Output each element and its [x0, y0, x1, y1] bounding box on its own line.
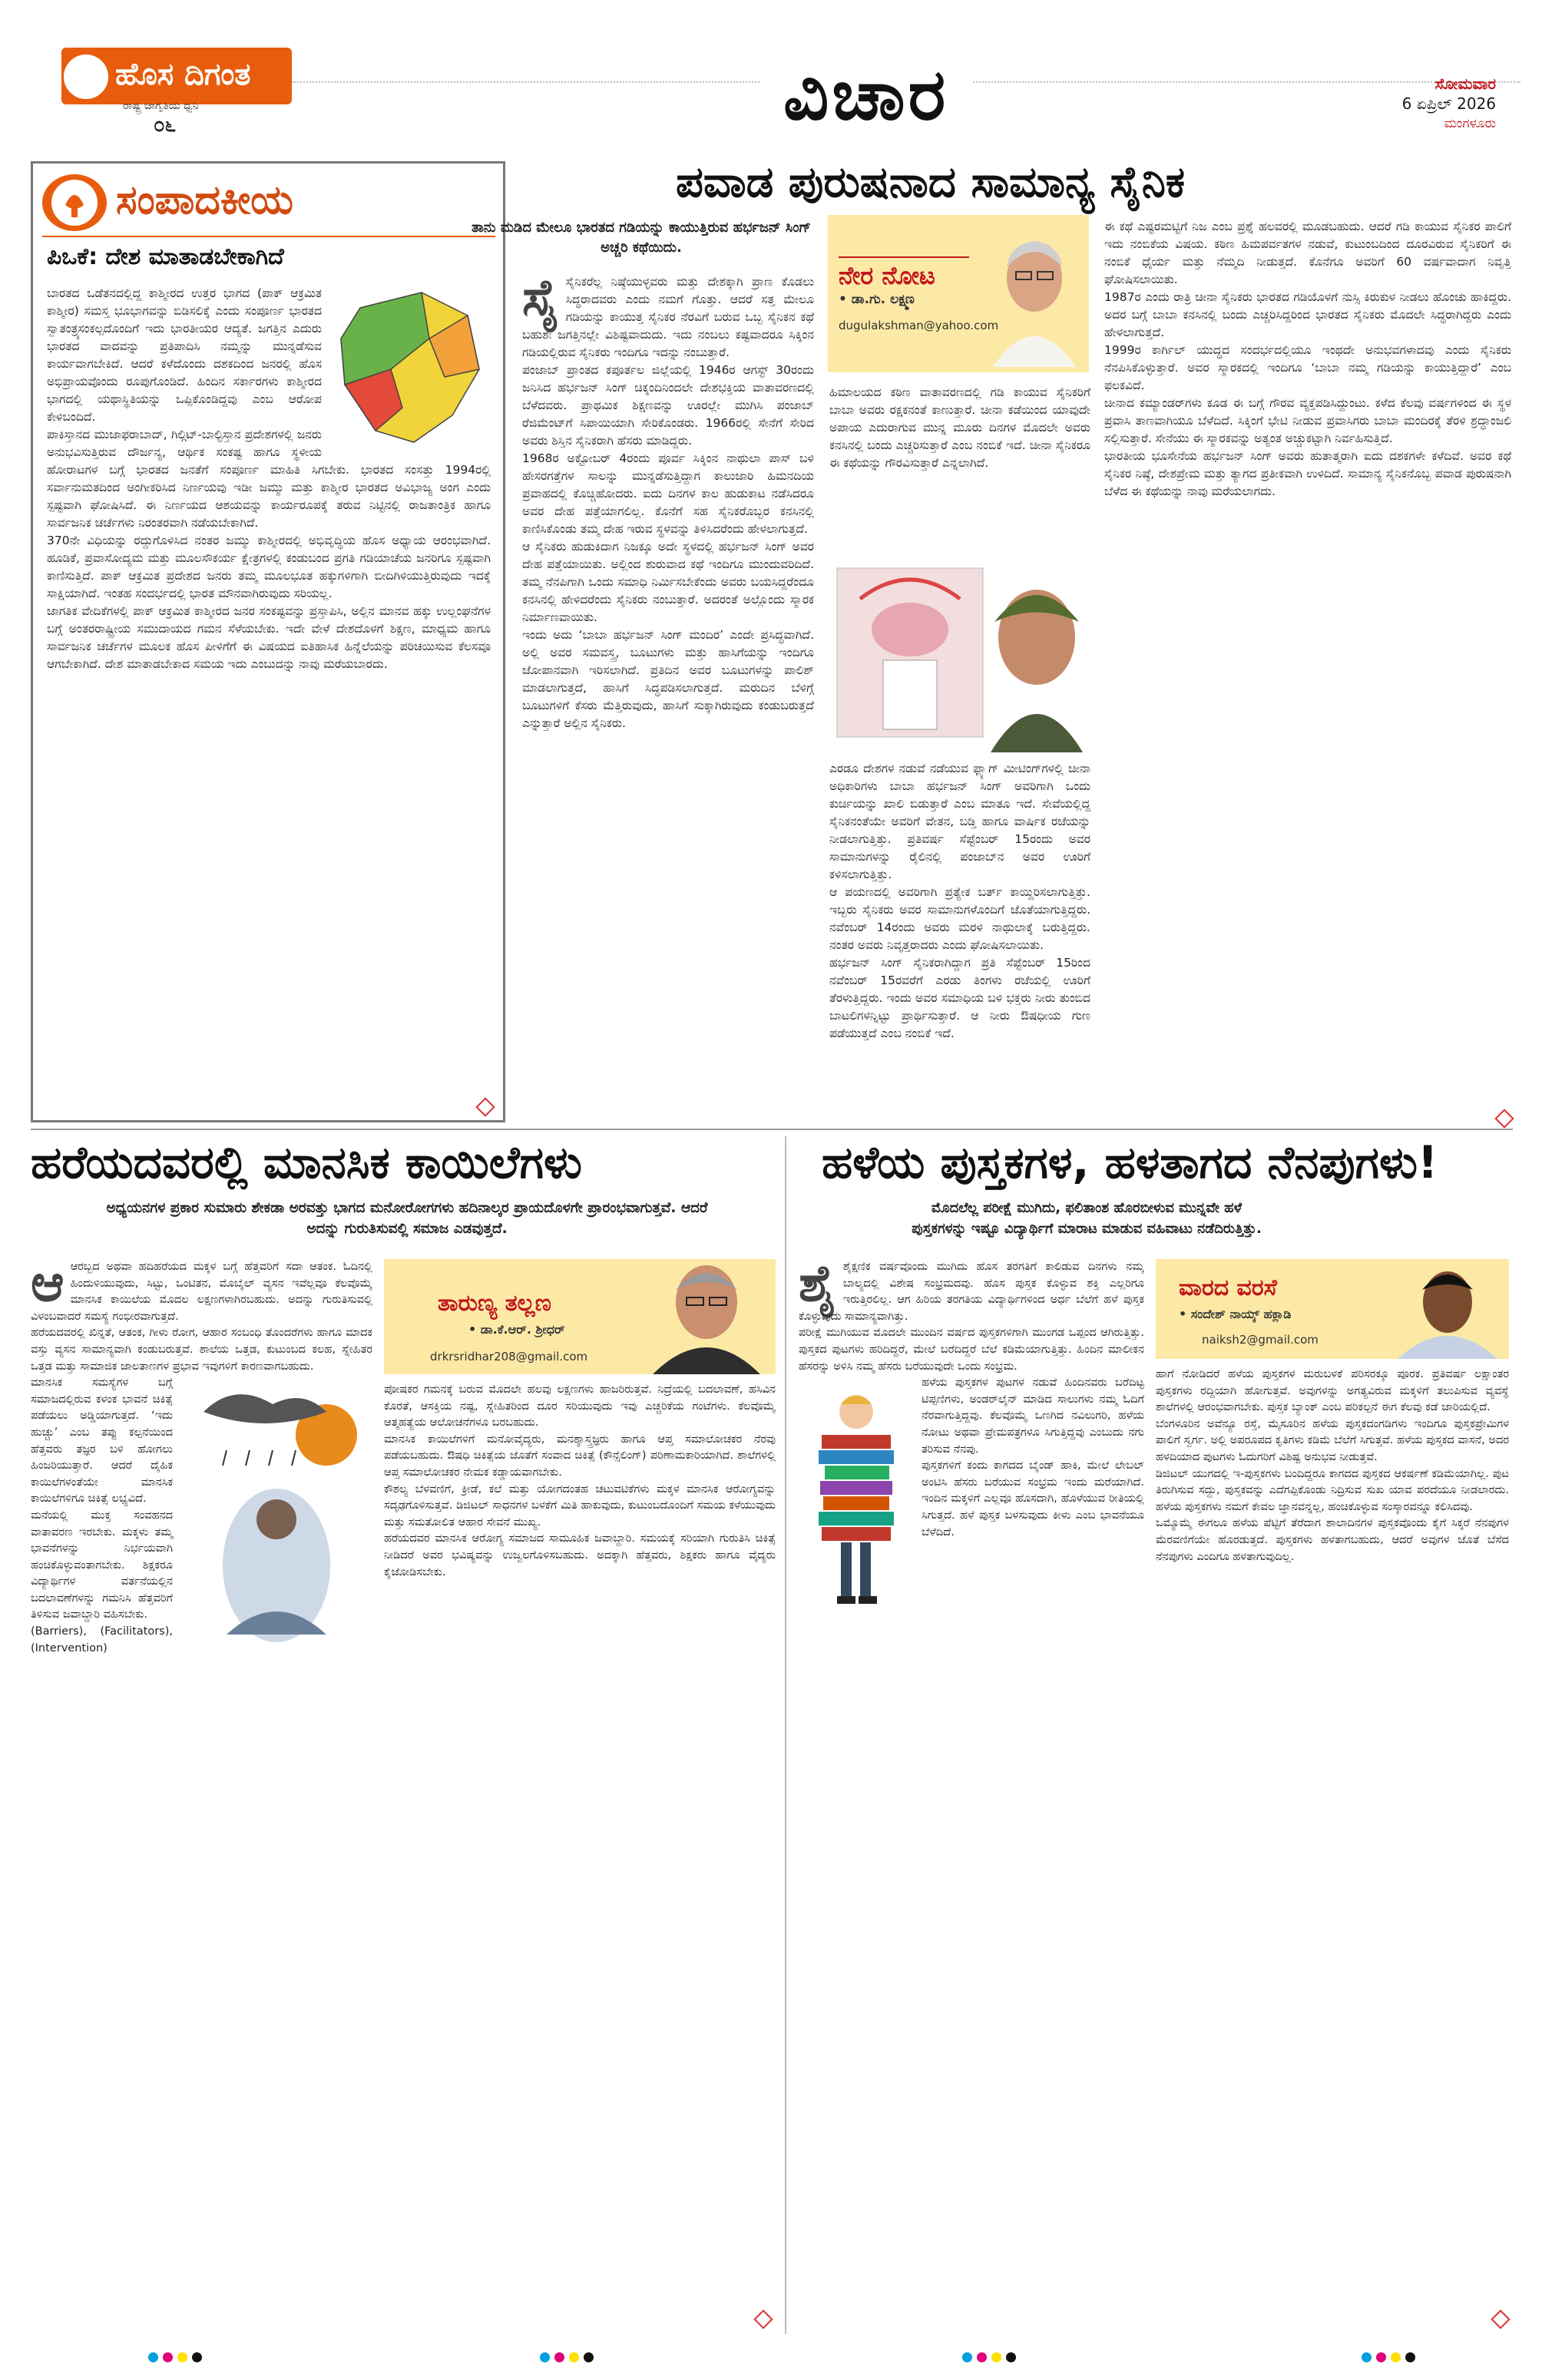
paragraph: ಭಾರತೀಯ ಭೂಸೇನೆಯ ಹರ್ಭಜನ್ ಸಿಂಗ್ ಅವರು ಹುತಾತ್ಮರಾಗಿ ಐದು ದಶಕಗಳೇ ಕಳೆದಿವೆ. ಅವರ ಕಥೆ ಸೈನಿಕರ ನಿಷ್ಠೆ, ದೇಶಪ್ರೇಮ ಮತ್ತು ತ್ಯಾಗದ ಪ್ರತೀಕವಾಗಿ ಉಳಿದಿದೆ. ಸಾಮಾನ್ಯ ಸೈನಿಕನೊಬ್ಬ ಪವಾಡ ಪುರುಷನಾಗಿ ಬೆಳೆದ ಈ ಕಥೆಯನ್ನು ನಾವು ಮರೆಯಲಾಗದು. [1104, 449, 1511, 498]
paragraph: ಆ ಪಯಣದಲ್ಲಿ ಅವರಿಗಾಗಿ ಪ್ರತ್ಯೇಕ ಬರ್ತ್ ಕಾಯ್ದಿರಿಸಲಾಗುತ್ತಿತ್ತು. ಇಬ್ಬರು ಸೈನಿಕರು ಅವರ ಸಾಮಾನುಗಳೊಂದಿಗೆ ಜೊತೆಯಾಗುತ್ತಿದ್ದರು. ನವೆಂಬರ್ 14ರಂದು ಅವರು ಮರಳಿ ನಾಥುಲಾಕ್ಕೆ ಬರುತ್ತಿದ್ದರು. ನಂತರ ಅವರು ನಿವೃತ್ತರಾದರು ಎಂದು ಘೋಷಿಸಲಾಯಿತು. [829, 885, 1090, 952]
left-article-deck: ಅಧ್ಯಯನಗಳ ಪ್ರಕಾರ ಸುಮಾರು ಶೇಕಡಾ ಅರವತ್ತು ಭಾಗದ ಮನೋರೋಗಗಳು ಹದಿನಾಲ್ಕರ ಪ್ರಾಯದೊಳಗೇ ಪ್ರಾರಂಭವಾಗುತ್ತವೆ. ಆದರೆ ಅದನ್ನು ಗುರುತಿಸುವಲ್ಲಿ ಸಮಾಜ ಎಡವುತ್ತದೆ. [106, 1200, 708, 1237]
brand-name: ಹೊಸ ದಿಗಂತ [115, 57, 251, 92]
author-name: • ಡಾ.ಕೆ.ಆರ್. ಶ್ರೀಧರ್ [468, 1322, 565, 1337]
column-name: ನೇರ ನೋಟ [839, 261, 935, 290]
paragraph: 1968ರ ಅಕ್ಟೋಬರ್ 4ರಂದು ಪೂರ್ವ ಸಿಕ್ಕಿಂನ ನಾಥುಲಾ ಪಾಸ್ ಬಳಿ ಹೇಸರಗತ್ತೆಗಳ ಸಾಲನ್ನು ಮುನ್ನಡೆಸುತ್ತಿದ್ದಾಗ ಕಾಲುಜಾರಿ ಹಿಮನದಿಯ ಪ್ರವಾಹದಲ್ಲಿ ಕೊಚ್ಚಿಹೋದರು. ಐದು ದಿನಗಳ ಕಾಲ ಹುಡುಕಾಟ ನಡೆಸಿದರೂ ಅವರ ದೇಹ ಪತ್ತೆಯಾಗಲಿಲ್ಲ. ಕೊನೆಗೆ ಸಹ ಸೈನಿಕರೊಬ್ಬರ ಕನಸಿನಲ್ಲಿ ಕಾಣಿಸಿಕೊಂಡು ತಮ್ಮ ದೇಹ ಇರುವ ಸ್ಥಳವನ್ನು ತಿಳಿಸಿದರೆಂದು ಹೇಳಲಾಗುತ್ತದೆ. [522, 451, 814, 536]
left-article-column-1 [31, 1259, 372, 2326]
author-name: • ಸಂದೇಶ್ ನಾಯ್ಕ್ ಹಕ್ಲಾಡಿ [1179, 1307, 1292, 1321]
paragraph: ಮಾನಸಿಕ ಸಮಸ್ಯೆಗಳ ಬಗ್ಗೆ ಸಮಾಜದಲ್ಲಿರುವ ಕಳಂಕ ಭಾವನೆ ಚಿಕಿತ್ಸೆ ಪಡೆಯಲು ಅಡ್ಡಿಯಾಗುತ್ತದೆ. ‘ಇದು ಹುಚ್ಚು’ ಎಂಬ ತಪ್ಪು ಕಲ್ಪನೆಯಿಂದ ಹೆತ್ತವರು ತಜ್ಞರ ಬಳಿ ಹೋಗಲು ಹಿಂಜರಿಯುತ್ತಾರೆ. ಆದರೆ ದೈಹಿಕ ಕಾಯಿಲೆಗಳಂತೆಯೇ ಮಾನಸಿಕ ಕಾಯಿಲೆಗಳಿಗೂ ಚಿಕಿತ್ಸೆ ಲಭ್ಯವಿದೆ. [31, 1377, 173, 1506]
dateline-date: 6 ಏಪ್ರಿಲ್ 2026 [1401, 94, 1496, 113]
right-article-title: ಹಳೆಯ ಪುಸ್ತಕಗಳ, ಹಳತಾಗದ ನೆನಪುಗಳು! [822, 1136, 1438, 1188]
paragraph: ಕೌಶಲ್ಯ ಬೆಳವಣಿಗೆ, ಕ್ರೀಡೆ, ಕಲೆ ಮತ್ತು ಯೋಗದಂತಹ ಚಟುವಟಿಕೆಗಳು ಮಕ್ಕಳ ಮಾನಸಿಕ ಆರೋಗ್ಯವನ್ನು ಸದೃಢಗೊಳಿಸುತ್ತವೆ. ಡಿಜಿಟಲ್ ಸಾಧನಗಳ ಬಳಕೆಗೆ ಮಿತಿ ಹಾಕುವುದು, ಕುಟುಂಬದೊಂದಿಗೆ ಸಮಯ ಕಳೆಯುವುದು ಮತ್ತು ಸಮತೋಲಿತ ಆಹಾರ ಸೇವನೆ ಮುಖ್ಯ. [384, 1483, 776, 1529]
paragraph: ಹಳೆಯ ಪುಸ್ತಕಗಳ ಪುಟಗಳ ನಡುವೆ ಹಿಂದಿನವರು ಬರೆದಿಟ್ಟ ಟಿಪ್ಪಣಿಗಳು, ಅಂಡರ್‌ಲೈನ್ ಮಾಡಿದ ಸಾಲುಗಳು ನಮ್ಮ ಓದಿಗೆ ನೆರವಾಗುತ್ತಿದ್ದವು. ಕೆಲವೊಮ್ಮೆ ಒಣಗಿದ ನವಿಲುಗರಿ, ಹಳೆಯ ನೋಟು ಅಥವಾ ಪ್ರೇಮಪತ್ರಗಳೂ ಸಿಗುತ್ತಿದ್ದವು ಎಂಬುದು ನಗು ತರಿಸುವ ನೆನಪು. [922, 1377, 1144, 1456]
dateline [1402, 74, 1496, 134]
editorial-paragraph: ಜಾಗತಿಕ ವೇದಿಕೆಗಳಲ್ಲಿ ಪಾಕ್ ಆಕ್ರಮಿತ ಕಾಶ್ಮೀರದ ಜನರ ಸಂಕಷ್ಟವನ್ನು ಪ್ರಸ್ತಾಪಿಸಿ, ಅಲ್ಲಿನ ಮಾನವ ಹಕ್ಕು ಉಲ್ಲಂಘನೆಗಳ ಬಗ್ಗೆ ಅಂತರರಾಷ್ಟ್ರೀಯ ಸಮುದಾಯದ ಗಮನ ಸೆಳೆಯಬೇಕು. ಇದೇ ವೇಳೆ ದೇಶದೊಳಗೆ ಶಿಕ್ಷಣ, ಮಾಧ್ಯಮ ಹಾಗೂ ಸಾರ್ವಜನಿಕ ಚರ್ಚೆಗಳ ಮೂಲಕ ಹೊಸ ಪೀಳಿಗೆಗೆ ಈ ವಿಷಯದ ಐತಿಹಾಸಿಕ ಹಿನ್ನೆಲೆಯನ್ನು ಪರಿಚಯಿಸುವ ಕೆಲಸವೂ ಆಗಬೇಕಾಗಿದೆ. ದೇಶ ಮಾತಾಡಬೇಕಾದ ಸಮಯ ಇದು ಎಂಬುದನ್ನು ನಾವು ಮರೆಯಬಾರದು. [47, 604, 491, 671]
paragraph: ಡಿಜಿಟಲ್ ಯುಗದಲ್ಲಿ ಇ-ಪುಸ್ತಕಗಳು ಬಂದಿದ್ದರೂ ಕಾಗದದ ಪುಸ್ತಕದ ಆಕರ್ಷಣೆ ಕಡಿಮೆಯಾಗಿಲ್ಲ. ಪುಟ ತಿರುಗಿಸುವ ಸದ್ದು, ಪುಸ್ತಕವನ್ನು ಎದೆಗಪ್ಪಿಕೊಂಡು ನಿದ್ರಿಸುವ ಸುಖ ಯಾವ ಪರದೆಯೂ ನೀಡಲಾರದು. ಹಳೆಯ ಪುಸ್ತಕಗಳು ನಮಗೆ ಕೇವಲ ಜ್ಞಾನವನ್ನಲ್ಲ, ಹಂಚಿಕೊಳ್ಳುವ ಸಂಸ್ಕಾರವನ್ನೂ ಕಲಿಸಿದವು. [1156, 1467, 1509, 1513]
paragraph: ಹರೆಯದವರಲ್ಲಿ ಖಿನ್ನತೆ, ಆತಂಕ, ಗೀಳು ರೋಗ, ಆಹಾರ ಸಂಬಂಧಿ ತೊಂದರೆಗಳು ಹಾಗೂ ಮಾದಕ ವಸ್ತು ವ್ಯಸನ ಸಾಮಾನ್ಯವಾಗಿ ಕಂಡುಬರುತ್ತವೆ. ಶಾಲೆಯ ಒತ್ತಡ, ಕುಟುಂಬದ ಕಲಹ, ಸ್ನೇಹಿತರ ಒತ್ತಡ ಮತ್ತು ಸಾಮಾಜಿಕ ಜಾಲತಾಣಗಳ ಪ್ರಭಾವ ಇವುಗಳಿಗೆ ಕಾರಣವಾಗಬಹುದು. [31, 1327, 372, 1373]
dropcap: ಆ [31, 1259, 65, 1313]
paragraph: ಮನೆಯಲ್ಲಿ ಮುಕ್ತ ಸಂವಹನದ ವಾತಾವರಣ ಇರಬೇಕು. ಮಕ್ಕಳು ತಮ್ಮ ಭಾವನೆಗಳನ್ನು ನಿರ್ಭಯವಾಗಿ ಹಂಚಿಕೊಳ್ಳುವಂತಾಗಬೇಕು. ಶಿಕ್ಷಕರೂ ವಿದ್ಯಾರ್ಥಿಗಳ ವರ್ತನೆಯಲ್ಲಿನ ಬದಲಾವಣೆಗಳನ್ನು ಗಮನಿಸಿ ಹೆತ್ತವರಿಗೆ ತಿಳಿಸುವ ಜವಾಬ್ದಾರಿ ವಹಿಸಬೇಕು. [31, 1509, 173, 1621]
registration-marks [538, 2351, 596, 2365]
paragraph-text: ಶೈಕ್ಷಣಿಕ ವರ್ಷವೊಂದು ಮುಗಿದು ಹೊಸ ತರಗತಿಗೆ ಕಾಲಿಡುವ ದಿನಗಳು ನಮ್ಮ ಬಾಲ್ಯದಲ್ಲಿ ವಿಶೇಷ ಸಂಭ್ರಮದವು. ಹೊಸ ಪುಸ್ತಕ ಕೊಳ್ಳುವ ಶಕ್ತಿ ಎಲ್ಲರಿಗೂ ಇರುತ್ತಿರಲಿಲ್ಲ. ಆಗ ಹಿರಿಯ ತರಗತಿಯ ವಿದ್ಯಾರ್ಥಿಗಳಿಂದ ಅರ್ಧ ಬೆಲೆಗೆ ಹಳೆ ಪುಸ್ತಕ ಕೊಳ್ಳುವುದು ಸಾಮಾನ್ಯವಾಗಿತ್ತು. [799, 1261, 1144, 1323]
kashmir-map [329, 285, 491, 454]
column-divider [785, 1136, 786, 2334]
column-name: ವಾರದ ವರಸೆ [1179, 1274, 1277, 1301]
paragraph: ಆ ಸೈನಿಕರು ಹುಡುಕಿದಾಗ ನಿಜಕ್ಕೂ ಅದೇ ಸ್ಥಳದಲ್ಲಿ ಹರ್ಭಜನ್ ಸಿಂಗ್ ಅವರ ದೇಹ ಪತ್ತೆಯಾಯಿತು. ಅಲ್ಲಿಂದ ಶುರುವಾದ ಕಥೆ ಇಂದಿಗೂ ಮುಂದುವರಿದಿದೆ. ತಮ್ಮ ನೆನಪಿಗಾಗಿ ಒಂದು ಸಮಾಧಿ ನಿರ್ಮಿಸಬೇಕೆಂದು ಅವರು ಬಯಸಿದ್ದರೆಂದೂ ಕನಸಿನಲ್ಲಿ ಹೇಳಿದರೆಂದು ಸೈನಿಕರು ನಂಬುತ್ತಾರೆ. ಅದರಂತೆ ಅಲ್ಲೊಂದು ಸ್ಮಾರಕ ನಿರ್ಮಾಣವಾಯಿತು. [522, 540, 814, 624]
paragraph: ಬೆಂಗಳೂರಿನ ಅವೆನ್ಯೂ ರಸ್ತೆ, ಮೈಸೂರಿನ ಹಳೆಯ ಪುಸ್ತಕದಂಗಡಿಗಳು ಇಂದಿಗೂ ಪುಸ್ತಕಪ್ರೇಮಿಗಳ ಪಾಲಿಗೆ ಸ್ವರ್ಗ. ಅಲ್ಲಿ ಅಪರೂಪದ ಕೃತಿಗಳು ಕಡಿಮೆ ಬೆಲೆಗೆ ಸಿಗುತ್ತವೆ. ಹಳೆಯ ಪುಸ್ತಕದ ವಾಸನೆ, ಅದರ ಹಳದಿಯಾದ ಪುಟಗಳು ಓದುಗರಿಗೆ ವಿಶಿಷ್ಟ ಅನುಭವ ನೀಡುತ್ತವೆ. [1156, 1417, 1509, 1463]
right-article-column-2 [1156, 1367, 1509, 2326]
registration-marks [1359, 2351, 1418, 2365]
paragraph: ಇಂದು ಅದು ‘ಬಾಬಾ ಹರ್ಭಜನ್ ಸಿಂಗ್ ಮಂದಿರ’ ಎಂದೇ ಪ್ರಸಿದ್ಧವಾಗಿದೆ. ಅಲ್ಲಿ ಅವರ ಸಮವಸ್ತ್ರ, ಬೂಟುಗಳು ಮತ್ತು ಹಾಸಿಗೆಯನ್ನು ಇಂದಿಗೂ ಜೋಪಾನವಾಗಿ ಇರಿಸಲಾಗಿದೆ. ಪ್ರತಿದಿನ ಅವರ ಬೂಟುಗಳನ್ನು ಪಾಲಿಶ್ ಮಾಡಲಾಗುತ್ತದೆ, ಹಾಸಿಗೆ ಸಿದ್ಧಪಡಿಸಲಾಗುತ್ತದೆ. ಮರುದಿನ ಬೆಳಿಗ್ಗೆ ಬೂಟುಗಳಿಗೆ ಕೆಸರು ಮೆತ್ತಿರುವುದು, ಹಾಸಿಗೆ ಸುಕ್ಕಾಗಿರುವುದು ಕಂಡುಬರುತ್ತದೆ ಎನ್ನುತ್ತಾರೆ ಅಲ್ಲಿನ ಸೈನಿಕರು. [522, 628, 814, 730]
paragraph: ಈ ಕಥೆ ಎಷ್ಟರಮಟ್ಟಿಗೆ ನಿಜ ಎಂಬ ಪ್ರಶ್ನೆ ಹಲವರಲ್ಲಿ ಮೂಡಬಹುದು. ಆದರೆ ಗಡಿ ಕಾಯುವ ಸೈನಿಕರ ಪಾಲಿಗೆ ಇದು ನಂಬಿಕೆಯ ವಿಷಯ. ಕಠಿಣ ಹಿಮಪರ್ವತಗಳ ನಡುವೆ, ಕುಟುಂಬದಿಂದ ದೂರವಿರುವ ಸೈನಿಕರಿಗೆ ಈ ನಂಬಿಕೆ ಧೈರ್ಯ ಮತ್ತು ನೆಮ್ಮದಿ ನೀಡುತ್ತದೆ. ಕೊನೆಗೂ ಅವರಿಗೆ 60 ವರ್ಷವಾದಾಗ ನಿವೃತ್ತಿ ಘೋಷಿಸಲಾಯಿತು. [1104, 220, 1511, 286]
column-box-nera-nota [828, 215, 1089, 372]
paragraph: ಹರ್ಭಜನ್ ಸಿಂಗ್ ಸೈನಿಕರಾಗಿದ್ದಾಗ ಪ್ರತಿ ಸೆಪ್ಟೆಂಬರ್ 15ರಿಂದ ನವೆಂಬರ್ 15ರವರೆಗೆ ಎರಡು ತಿಂಗಳು ರಜೆಯಲ್ಲಿ ಊರಿಗೆ ತೆರಳುತ್ತಿದ್ದರು. ಇಂದು ಅವರ ಸಮಾಧಿಯ ಬಳಿ ಭಕ್ತರು ನೀರು ತುಂಬಿದ ಬಾಟಲಿಗಳನ್ನಿಟ್ಟು ಪ್ರಾರ್ಥಿಸುತ್ತಾರೆ. ಆ ನೀರು ಔಷಧೀಯ ಗುಣ ಪಡೆಯುತ್ತದೆ ಎಂಬ ನಂಬಿಕೆ ಇದೆ. [829, 956, 1090, 1040]
author-portrait [645, 1251, 768, 1374]
main-article-column-3 [1104, 218, 1511, 1124]
column-box-tarunya-tallana [384, 1259, 776, 1374]
dropcap: ಸೈ [522, 273, 560, 327]
editorial-paragraph: ಪಾಕಿಸ್ತಾನದ ಮುಜಾಫರಾಬಾದ್, ಗಿಲ್ಗಿಟ್-ಬಾಲ್ಟಿಸ್ತಾನ ಪ್ರದೇಶಗಳಲ್ಲಿ ಜನರು ಅನುಭವಿಸುತ್ತಿರುವ ದೌರ್ಜನ್ಯ, ಆರ್ಥಿಕ ಸಂಕಷ್ಟ ಹಾಗೂ ಸ್ಥಳೀಯ ಹೋರಾಟಗಳ ಬಗ್ಗೆ ಭಾರತದ ಜನತೆಗೆ ಸಂಪೂರ್ಣ ಮಾಹಿತಿ ಸಿಗಬೇಕು. ಭಾರತದ ಸಂಸತ್ತು 1994ರಲ್ಲಿ ಸರ್ವಾನುಮತದಿಂದ ಅಂಗೀಕರಿಸಿದ ನಿರ್ಣಯವು ಇಡೀ ಜಮ್ಮು ಮತ್ತು ಕಾಶ್ಮೀರ ಭಾರತದ ಅವಿಭಾಜ್ಯ ಅಂಗ ಎಂದು ಸ್ಪಷ್ಟವಾಗಿ ಘೋಷಿಸಿದೆ. ಈ ನಿರ್ಣಯದ ಆಶಯವನ್ನು ಕಾರ್ಯರೂಪಕ್ಕೆ ತರುವ ನಿಟ್ಟಿನಲ್ಲಿ ರಾಜತಾಂತ್ರಿಕ ಹಾಗೂ ಸಾರ್ವಜನಿಕ ಚರ್ಚೆಗಳು ನಿರಂತರವಾಗಿ ನಡೆಯಬೇಕಾಗಿದೆ. [47, 428, 491, 530]
right-article-column-1 [799, 1259, 1144, 2326]
paragraph: ಚೀನಾದ ಕಮ್ಯಾಂಡರ್‌ಗಳು ಕೂಡ ಈ ಬಗ್ಗೆ ಗೌರವ ವ್ಯಕ್ತಪಡಿಸಿದ್ದುಂಟು. ಕಳೆದ ಕೆಲವು ವರ್ಷಗಳಿಂದ ಈ ಸ್ಥಳ ಪ್ರವಾಸಿ ತಾಣವಾಗಿಯೂ ಬೆಳೆದಿದೆ. ಸಿಕ್ಕಿಂಗೆ ಭೇಟಿ ನೀಡುವ ಪ್ರವಾಸಿಗರು ಬಾಬಾ ಮಂದಿರಕ್ಕೆ ತೆರಳಿ ಶ್ರದ್ಧಾಂಜಲಿ ಸಲ್ಲಿಸುತ್ತಾರೆ. ಸೇನೆಯು ಈ ಸ್ಮಾರಕವನ್ನು ಅತ್ಯಂತ ಅಚ್ಚುಕಟ್ಟಾಗಿ ನಿರ್ವಹಿಸುತ್ತಿದೆ. [1104, 396, 1511, 445]
paragraph: 1987ರ ಎಂದು ರಾತ್ರಿ ಚೀನಾ ಸೈನಿಕರು ಭಾರತದ ಗಡಿಯೊಳಗೆ ನುಸ್ಸಿ ಕಿರುಕುಳ ನೀಡಲು ಹೊಂಚು ಹಾಕಿದ್ದರು. ಅದರ ಬಗ್ಗೆ ಬಾಬಾ ಕನಸಿನಲ್ಲಿ ಬಂದು ಎಚ್ಚರಿಸಿದ್ದರಿಂದ ಭಾರತದ ಸೈನಿಕರು ಮೊದಲೇ ಸಿದ್ಧರಾಗಿದ್ದರು ಎಂದು ಹೇಳಲಾಗುತ್ತದೆ. [1104, 290, 1511, 339]
registration-marks [960, 2351, 1018, 2365]
paragraph: 1999ರ ಕಾರ್ಗಿಲ್ ಯುದ್ಧದ ಸಂದರ್ಭದಲ್ಲಿಯೂ ಇಂಥದೇ ಅನುಭವಗಳಾದವು ಎಂದು ಸೈನಿಕರು ನೆನಪಿಸಿಕೊಳ್ಳುತ್ತಾರೆ. ಅವರ ಸ್ಮಾರಕದಲ್ಲಿ ಇಂದಿಗೂ ‘ಬಾಬಾ ನಮ್ಮ ಗಡಿಯನ್ನು ಕಾಯುತ್ತಿದ್ದಾರೆ’ ಎಂಬ ಫಲಕವಿದೆ. [1104, 343, 1511, 392]
left-article-column-2 [384, 1382, 776, 2326]
author-portrait [1390, 1259, 1505, 1359]
paragraph: ಪಂಜಾಬ್ ಪ್ರಾಂತದ ಕಪೂರ್ತಲ ಜಿಲ್ಲೆಯಲ್ಲಿ 1946ರ ಆಗಸ್ಟ್ 30ರಂದು ಜನಿಸಿದ ಹರ್ಭಜನ್ ಸಿಂಗ್ ಚಿಕ್ಕಂದಿನಿಂದಲೇ ದೇಶಭಕ್ತಿಯ ವಾತಾವರಣದಲ್ಲಿ ಬೆಳೆದವರು. ಪ್ರಾಥಮಿಕ ಶಿಕ್ಷಣವನ್ನು ಊರಲ್ಲೇ ಮುಗಿಸಿ ಪಂಜಾಬ್ ರೆಜಿಮೆಂಟ್‌ಗೆ ಸಿಪಾಯಿಯಾಗಿ ಸೇರಿಕೊಂಡರು. 1966ರಲ್ಲಿ ಸೇನೆಗೆ ಸೇರಿದ ಅವರು ಶಿಸ್ತಿನ ಸೈನಿಕರಾಗಿ ಹೆಸರು ಮಾಡಿದ್ದರು. [522, 363, 814, 448]
editorial-headline: ಪಿಒಕೆ: ದೇಶ ಮಾತಾಡಬೇಕಾಗಿದೆ [47, 243, 284, 270]
column-label-rule [839, 229, 969, 258]
main-article-column-2-top [829, 384, 1090, 545]
main-article-column-1 [522, 273, 814, 1126]
main-article-deck: ತಾನು ಮಡಿದ ಮೇಲೂ ಭಾರತದ ಗಡಿಯನ್ನು ಕಾಯುತ್ತಿರುವ ಹರ್ಭಜನ್ ಸಿಂಗ್ ಅಚ್ಚರಿ ಕಥೆಯಿದು. [471, 220, 812, 256]
paragraph: ಪರೀಕ್ಷೆ ಮುಗಿಯುವ ಮೊದಲೇ ಮುಂದಿನ ವರ್ಷದ ಪುಸ್ತಕಗಳಿಗಾಗಿ ಮುಂಗಡ ಒಪ್ಪಂದ ಆಗಿರುತ್ತಿತ್ತು. ಪುಸ್ತಕದ ಪುಟಗಳು ಹರಿದಿದ್ದರೆ, ಮೇಲೆ ಬರೆದಿದ್ದರೆ ಬೆಲೆ ಕಡಿಮೆಯಾಗುತ್ತಿತ್ತು. ಹಿಂದಿನ ಮಾಲೀಕನ ಹೆಸರನ್ನು ಅಳಿಸಿ ನಮ್ಮ ಹೆಸರು ಬರೆಯುವುದೇ ಒಂದು ಸಂಭ್ರಮ. [799, 1327, 1144, 1373]
editorial-header [42, 174, 495, 237]
author-portrait [985, 224, 1084, 367]
paragraph: ಒಮ್ಮೊಮ್ಮೆ ಈಗಲೂ ಹಳೆಯ ಪೆಟ್ಟಿಗೆ ತೆರೆದಾಗ ಶಾಲಾದಿನಗಳ ಪುಸ್ತಕವೊಂದು ಕೈಗೆ ಸಿಕ್ಕರೆ ನೆನಪುಗಳ ಮೆರವಣಿಗೆಯೇ ಹೊರಡುತ್ತದೆ. ಪುಸ್ತಕಗಳು ಹಳತಾಗಬಹುದು, ಆದರೆ ಅವುಗಳ ಜೊತೆ ಬೆಸೆದ ನೆನಪುಗಳು ಎಂದಿಗೂ ಹಳತಾಗುವುದಿಲ್ಲ. [1156, 1517, 1509, 1563]
paragraph: ಹಾಗೆ ನೋಡಿದರೆ ಹಳೆಯ ಪುಸ್ತಕಗಳ ಮರುಬಳಕೆ ಪರಿಸರಕ್ಕೂ ಪೂರಕ. ಪ್ರತಿವರ್ಷ ಲಕ್ಷಾಂತರ ಪುಸ್ತಕಗಳು ರದ್ದಿಯಾಗಿ ಹೋಗುತ್ತವೆ. ಅವುಗಳನ್ನು ಅಗತ್ಯವಿರುವ ಮಕ್ಕಳಿಗೆ ತಲುಪಿಸುವ ವ್ಯವಸ್ಥೆ ಶಾಲೆಗಳಲ್ಲಿ ಆರಂಭವಾಗಬೇಕು. ಪುಸ್ತಕ ಬ್ಯಾಂಕ್ ಎಂಬ ಪರಿಕಲ್ಪನೆ ಈಗ ಕೆಲವು ಕಡೆ ಜಾರಿಯಲ್ಲಿದೆ. [1156, 1368, 1509, 1414]
editorial-paragraph: ಬಾರತದ ಒಡೆತನದಲ್ಲಿದ್ದ ಕಾಶ್ಮೀರದ ಉತ್ತರ ಭಾಗದ (ಪಾಕ್ ಆಕ್ರಮಿತ ಕಾಶ್ಮೀರ) ಸಮಸ್ತ ಭೂಭಾಗವನ್ನು ಬಿಡಿಸಲಿಕ್ಕೆ ಎಂದು ಸಂಪೂರ್ಣ ಭಾರತದ ಸ್ವಾತಂತ್ರ್ಯಸಂಕಲ್ಪದೊಂದಿಗೆ ಇದು ಭಾರತೀಯರ ಆದ್ಯತೆ. ಜಗತ್ತಿನ ಎದುರು ಭಾರತದ ವಾದವನ್ನು ಪ್ರತಿಪಾದಿಸಿ ನಮ್ಮನ್ನು ಮುನ್ನಡೆಸುವ ಕಾರ್ಯವಾಗಬೇಕಿದೆ. ಆದರೆ ಕಳೆದೊಂದು ದಶಕದಿಂದ ಜನರಲ್ಲಿ ಹೊಸ ಅಭಿಪ್ರಾಯವೊಂದು ರೂಪುಗೊಂಡಿದೆ. ಹಿಂದಿನ ಸರ್ಕಾರಗಳು ಕಾಶ್ಮೀರದ ಭಾಗದಲ್ಲಿ ಯಥಾಸ್ಥಿತಿಯನ್ನು ಒಪ್ಪಿಕೊಂಡಿದ್ದವು ಎಂಬ ಆರೋಪ ಕೇಳಿಬಂದಿದೆ. [47, 286, 322, 424]
paragraph [31, 1259, 372, 1325]
paragraph [522, 273, 814, 362]
baba-photo-collage [829, 553, 1090, 752]
brand-tagline: ರಾಷ್ಟ್ರ ಜಾಗೃತಿಯ ಧ್ವನಿ [123, 100, 199, 112]
illustration-sad-youth [180, 1381, 372, 1673]
editorial-body [47, 285, 491, 1114]
dropcap: ಶೈ [799, 1259, 837, 1313]
registration-marks [146, 2351, 204, 2365]
paragraph: ಪೋಷಕರ ಗಮನಕ್ಕೆ ಬರುವ ಮೊದಲೇ ಹಲವು ಲಕ್ಷಣಗಳು ಹಾಜರಿರುತ್ತವೆ. ನಿದ್ರೆಯಲ್ಲಿ ಬದಲಾವಣೆ, ಹಸಿವಿನ ಕೊರತೆ, ಆಸಕ್ತಿಯ ನಷ್ಟ, ಸ್ನೇಹಿತರಿಂದ ದೂರ ಸರಿಯುವುದು ಇವು ಎಚ್ಚರಿಕೆಯ ಗಂಟೆಗಳು. ಕೆಲವೊಮ್ಮೆ ಆತ್ಮಹತ್ಯೆಯ ಆಲೋಚನೆಗಳೂ ಬರಬಹುದು. [384, 1383, 776, 1430]
column-box-varada-varase [1156, 1259, 1509, 1359]
paragraph [799, 1259, 1144, 1325]
paragraph-text: ಆರಬ್ಬದ ಅಥವಾ ಹದಿಹರೆಯದ ಮಕ್ಕಳ ಬಗ್ಗೆ ಹೆತ್ತವರಿಗೆ ಸದಾ ಆತಂಕ. ಓದಿನಲ್ಲಿ ಹಿಂದುಳಿಯುವುದು, ಸಿಟ್ಟು, ಒಂಟಿತನ, ಮೊಬೈಲ್ ವ್ಯಸನ ಇವೆಲ್ಲವೂ ಕೆಲವೊಮ್ಮೆ ಮಾನಸಿಕ ಕಾಯಿಲೆಯ ಮೊದಲ ಲಕ್ಷಣಗಳಾಗಿರಬಹುದು. ಅದನ್ನು ಗುರುತಿಸುವಲ್ಲಿ ವಿಳಂಬವಾದರೆ ಸಮಸ್ಯೆ ಗಂಭೀರವಾಗುತ್ತದೆ. [31, 1261, 372, 1323]
terms-line: (Barriers), (Facilitators), (Intervention) [31, 1625, 173, 1654]
main-article-column-2 [829, 760, 1090, 1126]
paragraph: ಪುಸ್ತಕಗಳಿಗೆ ಕಂದು ಕಾಗದದ ಬೈಂಡ್ ಹಾಕಿ, ಮೇಲೆ ಲೇಬಲ್ ಅಂಟಿಸಿ ಹೆಸರು ಬರೆಯುವ ಸಂಭ್ರಮ ಇಂದು ಮರೆಯಾಗಿದೆ. ಇಂದಿನ ಮಕ್ಕಳಿಗೆ ಎಲ್ಲವೂ ಹೊಸದಾಗಿ, ಹೊಳೆಯುವ ರೀತಿಯಲ್ಲಿ ಸಿಗುತ್ತದೆ. ಹಳೆ ಪುಸ್ತಕ ಬಳಸುವುದು ಕೀಳು ಎಂಬ ಭಾವನೆಯೂ ಬೆಳೆದಿದೆ. [922, 1459, 1144, 1539]
section-title: ವಿಚಾರ [760, 54, 971, 137]
editorial-emblem-icon [42, 174, 107, 231]
author-email[interactable]: naiksh2@gmail.com [1202, 1333, 1319, 1347]
lamp-emblem-icon [61, 52, 111, 101]
author-email[interactable]: drkrsridhar208@gmail.com [430, 1350, 588, 1364]
dateline-day: ಸೋಮವಾರ [1434, 74, 1496, 93]
page-number: ೦೬ [154, 114, 177, 137]
paragraph: ಹಿಮಾಲಯದ ಕಠಿಣ ವಾತಾವರಣದಲ್ಲಿ ಗಡಿ ಕಾಯುವ ಸೈನಿಕರಿಗೆ ಬಾಬಾ ಅವರು ರಕ್ಷಕನಂತೆ ಕಾಣುತ್ತಾರೆ. ಚೀನಾ ಕಡೆಯಿಂದ ಯಾವುದೇ ಅಪಾಯ ಎದುರಾಗುವ ಮುನ್ನ ಮೂರು ದಿನಗಳ ಮೊದಲೇ ಅವರು ಕನಸಿನಲ್ಲಿ ಬಂದು ಎಚ್ಚರಿಸುತ್ತಾರೆ ಎಂಬ ನಂಬಿಕೆ ಇದೆ. ಚೀನಾ ಸೈನಿಕರೂ ಈ ಕಥೆಯನ್ನು ಗೌರವಿಸುತ್ತಾರೆ ಎನ್ನಲಾಗಿದೆ. [829, 385, 1090, 470]
paragraph: ಎರಡೂ ದೇಶಗಳ ನಡುವೆ ನಡೆಯುವ ಫ್ಲ್ಯಾಗ್ ಮೀಟಿಂಗ್‌ಗಳಲ್ಲಿ ಚೀನಾ ಅಧಿಕಾರಿಗಳು ಬಾಬಾ ಹರ್ಭಜನ್ ಸಿಂಗ್ ಅವರಿಗಾಗಿ ಒಂದು ಕುರ್ಚಿಯನ್ನು ಖಾಲಿ ಬಿಡುತ್ತಾರೆ ಎಂಬ ಮಾತೂ ಇದೆ. ಸೇವೆಯಲ್ಲಿದ್ದ ಸೈನಿಕನಂತೆಯೇ ಅವರಿಗೆ ವೇತನ, ಬಡ್ತಿ ಹಾಗೂ ವಾರ್ಷಿಕ ರಜೆಯನ್ನು ನೀಡಲಾಗುತ್ತಿತ್ತು. ಪ್ರತಿವರ್ಷ ಸೆಪ್ಟೆಂಬರ್ 15ರಂದು ಅವರ ಸಾಮಾನುಗಳನ್ನು ರೈಲಿನಲ್ಲಿ ಪಂಜಾಬ್‌ನ ಅವರ ಊರಿಗೆ ಕಳಿಸಲಾಗುತ್ತಿತ್ತು. [829, 762, 1090, 881]
illustration-book-stack [799, 1381, 914, 1611]
masthead [0, 0, 1542, 154]
editorial-box [31, 161, 505, 1122]
author-name: • ಡಾ.ಗು. ಲಕ್ಷ್ಮಣ [839, 292, 915, 307]
paragraph: ಮಾನಸಿಕ ಕಾಯಿಲೆಗಳಿಗೆ ಮನೋವೈದ್ಯರು, ಮನಶ್ಶಾಸ್ತ್ರಜ್ಞರು ಹಾಗೂ ಆಪ್ತ ಸಮಾಲೋಚಕರ ನೆರವು ಪಡೆಯಬಹುದು. ಔಷಧಿ ಚಿಕಿತ್ಸೆಯ ಜೊತೆಗೆ ಸಂವಾದ ಚಿಕಿತ್ಸೆ (ಕೌನ್ಸೆಲಿಂಗ್) ಪರಿಣಾಮಕಾರಿಯಾಗಿದೆ. ಶಾಲೆಗಳಲ್ಲಿ ಆಪ್ತ ಸಮಾಲೋಚಕರ ನೇಮಕ ಕಡ್ಡಾಯವಾಗಬೇಕು. [384, 1433, 776, 1479]
paragraph: ಹರೆಯದವರ ಮಾನಸಿಕ ಆರೋಗ್ಯ ಸಮಾಜದ ಸಾಮೂಹಿಕ ಜವಾಬ್ದಾರಿ. ಸಮಯಕ್ಕೆ ಸರಿಯಾಗಿ ಗುರುತಿಸಿ ಚಿಕಿತ್ಸೆ ನೀಡಿದರೆ ಅವರ ಭವಿಷ್ಯವನ್ನು ಉಜ್ವಲಗೊಳಿಸಬಹುದು. ಅದಕ್ಕಾಗಿ ಹೆತ್ತವರು, ಶಿಕ್ಷಕರು ಹಾಗೂ ವೈದ್ಯರು ಕೈಜೋಡಿಸಬೇಕು. [384, 1532, 776, 1578]
dateline-city: ಮಂಗಳೂರು [1444, 116, 1496, 131]
section-divider [31, 1129, 1513, 1130]
editorial-paragraph: 370ನೇ ವಿಧಿಯನ್ನು ರದ್ದುಗೊಳಿಸಿದ ನಂತರ ಜಮ್ಮು ಕಾಶ್ಮೀರದಲ್ಲಿ ಅಭಿವೃದ್ಧಿಯ ಹೊಸ ಅಧ್ಯಾಯ ಆರಂಭವಾಗಿದೆ. ಹೂಡಿಕೆ, ಪ್ರವಾಸೋದ್ಯಮ ಮತ್ತು ಮೂಲಸೌಕರ್ಯ ಕ್ಷೇತ್ರಗಳಲ್ಲಿ ಕಂಡುಬಂದ ಪ್ರಗತಿ ಗಡಿಯಾಚೆಯ ಜನರಿಗೂ ಸ್ಪಷ್ಟವಾಗಿ ಕಾಣಿಸುತ್ತಿದೆ. ಪಾಕ್ ಆಕ್ರಮಿತ ಪ್ರದೇಶದ ಜನರು ತಮ್ಮ ಮೂಲಭೂತ ಹಕ್ಕುಗಳಿಗಾಗಿ ಬೀದಿಗಿಳಿಯುತ್ತಿರುವುದು ಇದಕ್ಕೆ ಸಾಕ್ಷಿಯಾಗಿದೆ. ಇಂತಹ ಸಂದರ್ಭದಲ್ಲಿ ಭಾರತ ಮೌನವಾಗಿರುವುದು ಸರಿಯಲ್ಲ. [47, 534, 491, 600]
main-article-title: ಪವಾಡ ಪುರುಷನಾದ ಸಾಮಾನ್ಯ ಸೈನಿಕ [676, 157, 1186, 207]
author-email[interactable]: dugulakshman@yahoo.com [839, 319, 999, 332]
editorial-label: ಸಂಪಾದಕೀಯ [116, 177, 293, 223]
column-name: ತಾರುಣ್ಯ ತಲ್ಲಣ [438, 1290, 551, 1317]
paragraph-text: ಸೈನಿಕರೆಲ್ಲ ನಿಷ್ಠೆಯುಳ್ಳವರು ಮತ್ತು ದೇಶಕ್ಕಾಗಿ ಪ್ರಾಣ ಕೊಡಲು ಸಿದ್ಧರಾದವರು ಎಂದು ನಮಗೆ ಗೊತ್ತು. ಆದರೆ ಸತ್ತ ಮೇಲೂ ಗಡಿಯನ್ನು ಕಾಯುತ್ತ ಸೈನಿಕರ ನೆರವಿಗೆ ಬರುವ ಒಬ್ಬ ಸೈನಿಕನ ಕಥೆ ಬಹುಶಃ ಜಗತ್ತಿನಲ್ಲೇ ವಿಶಿಷ್ಟವಾದುದು. ಇದು ನಂಬಲು ಕಷ್ಟವಾದರೂ ಸಿಕ್ಕಿಂನ ಗಡಿಯಲ್ಲಿರುವ ಸೈನಿಕರು ಇಂದಿಗೂ ಇದನ್ನು ನಂಬುತ್ತಾರೆ. [522, 275, 814, 359]
left-article-title: ಹರೆಯದವರಲ್ಲಿ ಮಾನಸಿಕ ಕಾಯಿಲೆಗಳು [31, 1136, 582, 1188]
right-article-deck: ಮೊದಲೆಲ್ಲ ಪರೀಕ್ಷೆ ಮುಗಿದು, ಫಲಿತಾಂಶ ಹೊರಬೀಳುವ ಮುನ್ನವೇ ಹಳೆ ಪುಸ್ತಕಗಳನ್ನು ಇಷ್ಟೂ ವಿದ್ಯಾರ್ಥಿಗೆ ಮಾರಾಟ ಮಾಡುವ ವಹಿವಾಟು ನಡೆದಿರುತ್ತಿತ್ತು. [912, 1200, 1262, 1237]
